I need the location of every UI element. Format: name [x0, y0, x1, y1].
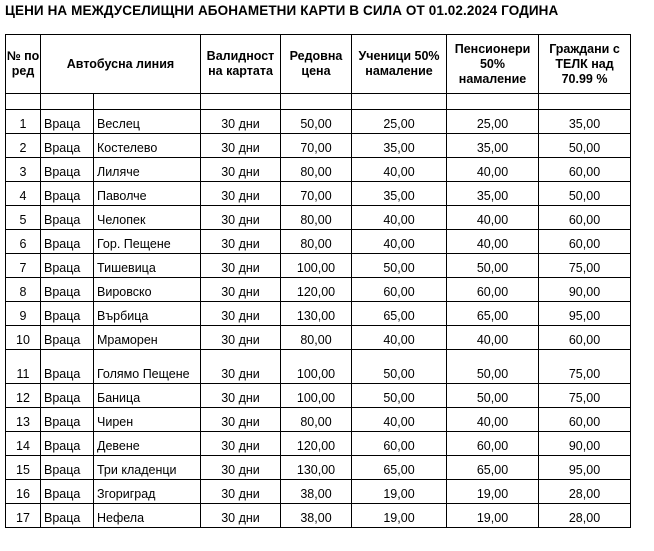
cell-validity: 30 дни — [201, 254, 281, 278]
cell-validity: 30 дни — [201, 182, 281, 206]
cell-students-price: 35,00 — [352, 134, 447, 158]
table-row — [6, 206, 631, 230]
cell-city: Враца — [41, 254, 94, 278]
cell-pensioners-price: 65,00 — [447, 302, 539, 326]
blank-cell — [352, 94, 447, 110]
cell-city: Враца — [41, 480, 94, 504]
cell-telk-price: 75,00 — [539, 350, 631, 384]
cell-pensioners-price: 40,00 — [447, 230, 539, 254]
header-students: Ученици 50% намаление — [352, 35, 447, 94]
cell-telk-price: 35,00 — [539, 110, 631, 134]
cell-bus-line: Нефела — [94, 504, 201, 528]
cell-bus-line: Паволче — [94, 182, 201, 206]
cell-validity: 30 дни — [201, 480, 281, 504]
cell-no: 11 — [6, 350, 41, 384]
cell-validity: 30 дни — [201, 278, 281, 302]
header-bus-line: Автобусна линия — [41, 35, 201, 94]
blank-cell — [201, 94, 281, 110]
cell-pensioners-price: 65,00 — [447, 456, 539, 480]
cell-students-price: 25,00 — [352, 110, 447, 134]
cell-pensioners-price: 19,00 — [447, 504, 539, 528]
cell-validity: 30 дни — [201, 230, 281, 254]
table-row — [6, 432, 631, 456]
cell-telk-price: 28,00 — [539, 504, 631, 528]
cell-bus-line: Върбица — [94, 302, 201, 326]
cell-pensioners-price: 19,00 — [447, 480, 539, 504]
cell-no: 16 — [6, 480, 41, 504]
cell-validity: 30 дни — [201, 384, 281, 408]
page-title: ЦЕНИ НА МЕЖДУСЕЛИЩНИ АБОНАМЕТНИ КАРТИ В СИЛА ОТ 01.02.2024 ГОДИНА — [5, 3, 559, 18]
cell-students-price: 19,00 — [352, 480, 447, 504]
cell-city: Враца — [41, 326, 94, 350]
cell-regular-price: 100,00 — [281, 384, 352, 408]
cell-no: 4 — [6, 182, 41, 206]
cell-pensioners-price: 50,00 — [447, 384, 539, 408]
cell-regular-price: 120,00 — [281, 432, 352, 456]
cell-no: 14 — [6, 432, 41, 456]
cell-city: Враца — [41, 206, 94, 230]
cell-bus-line: Чирен — [94, 408, 201, 432]
cell-students-price: 50,00 — [352, 384, 447, 408]
cell-telk-price: 95,00 — [539, 456, 631, 480]
table-row — [6, 254, 631, 278]
cell-pensioners-price: 25,00 — [447, 110, 539, 134]
cell-telk-price: 75,00 — [539, 384, 631, 408]
cell-no: 2 — [6, 134, 41, 158]
cell-students-price: 40,00 — [352, 230, 447, 254]
cell-no: 1 — [6, 110, 41, 134]
cell-no: 3 — [6, 158, 41, 182]
cell-pensioners-price: 40,00 — [447, 158, 539, 182]
cell-telk-price: 75,00 — [539, 254, 631, 278]
cell-bus-line: Веслец — [94, 110, 201, 134]
cell-pensioners-price: 35,00 — [447, 134, 539, 158]
table-row — [6, 384, 631, 408]
cell-bus-line: Згориград — [94, 480, 201, 504]
cell-students-price: 50,00 — [352, 254, 447, 278]
blank-cell — [6, 94, 41, 110]
cell-telk-price: 90,00 — [539, 432, 631, 456]
table-row — [6, 278, 631, 302]
cell-students-price: 40,00 — [352, 408, 447, 432]
cell-students-price: 65,00 — [352, 302, 447, 326]
blank-row — [6, 94, 631, 110]
cell-no: 6 — [6, 230, 41, 254]
table-row — [6, 134, 631, 158]
cell-pensioners-price: 50,00 — [447, 254, 539, 278]
cell-city: Враца — [41, 384, 94, 408]
blank-cell — [539, 94, 631, 110]
cell-city: Враца — [41, 302, 94, 326]
cell-no: 8 — [6, 278, 41, 302]
cell-regular-price: 70,00 — [281, 182, 352, 206]
cell-validity: 30 дни — [201, 408, 281, 432]
cell-bus-line: Гор. Пещене — [94, 230, 201, 254]
cell-regular-price: 38,00 — [281, 504, 352, 528]
cell-city: Враца — [41, 158, 94, 182]
cell-telk-price: 28,00 — [539, 480, 631, 504]
blank-cell — [281, 94, 352, 110]
cell-no: 7 — [6, 254, 41, 278]
blank-cell — [94, 94, 201, 110]
cell-students-price: 40,00 — [352, 326, 447, 350]
cell-city: Враца — [41, 456, 94, 480]
cell-no: 13 — [6, 408, 41, 432]
cell-city: Враца — [41, 230, 94, 254]
table-row — [6, 326, 631, 350]
header-no: № по ред — [6, 35, 41, 94]
cell-validity: 30 дни — [201, 134, 281, 158]
cell-no: 12 — [6, 384, 41, 408]
cell-pensioners-price: 50,00 — [447, 350, 539, 384]
table-row — [6, 182, 631, 206]
cell-validity: 30 дни — [201, 456, 281, 480]
cell-validity: 30 дни — [201, 302, 281, 326]
cell-pensioners-price: 40,00 — [447, 206, 539, 230]
table-row — [6, 350, 631, 384]
cell-no: 15 — [6, 456, 41, 480]
cell-bus-line: Костелево — [94, 134, 201, 158]
cell-pensioners-price: 40,00 — [447, 408, 539, 432]
table-row — [6, 408, 631, 432]
cell-validity: 30 дни — [201, 110, 281, 134]
cell-telk-price: 50,00 — [539, 134, 631, 158]
cell-city: Враца — [41, 504, 94, 528]
cell-students-price: 19,00 — [352, 504, 447, 528]
cell-bus-line: Мраморен — [94, 326, 201, 350]
table-row — [6, 110, 631, 134]
cell-no: 17 — [6, 504, 41, 528]
cell-students-price: 40,00 — [352, 206, 447, 230]
cell-pensioners-price: 60,00 — [447, 432, 539, 456]
cell-telk-price: 50,00 — [539, 182, 631, 206]
header-telk: Граждани с ТЕЛК над 70.99 % — [539, 35, 631, 94]
cell-pensioners-price: 60,00 — [447, 278, 539, 302]
cell-telk-price: 60,00 — [539, 408, 631, 432]
cell-students-price: 65,00 — [352, 456, 447, 480]
table-row — [6, 302, 631, 326]
cell-telk-price: 60,00 — [539, 230, 631, 254]
header-regular-price: Редовна цена — [281, 35, 352, 94]
cell-regular-price: 70,00 — [281, 134, 352, 158]
header-row — [6, 35, 631, 94]
cell-validity: 30 дни — [201, 326, 281, 350]
cell-no: 9 — [6, 302, 41, 326]
cell-telk-price: 60,00 — [539, 158, 631, 182]
cell-regular-price: 100,00 — [281, 350, 352, 384]
cell-regular-price: 80,00 — [281, 206, 352, 230]
cell-regular-price: 80,00 — [281, 158, 352, 182]
cell-students-price: 50,00 — [352, 350, 447, 384]
cell-bus-line: Челопек — [94, 206, 201, 230]
cell-bus-line: Лиляче — [94, 158, 201, 182]
cell-bus-line: Вировско — [94, 278, 201, 302]
cell-bus-line: Тишевица — [94, 254, 201, 278]
blank-cell — [41, 94, 94, 110]
cell-telk-price: 60,00 — [539, 326, 631, 350]
cell-telk-price: 60,00 — [539, 206, 631, 230]
cell-regular-price: 100,00 — [281, 254, 352, 278]
cell-regular-price: 80,00 — [281, 230, 352, 254]
cell-regular-price: 80,00 — [281, 408, 352, 432]
cell-bus-line: Голямо Пещене — [94, 350, 201, 384]
cell-bus-line: Девене — [94, 432, 201, 456]
cell-bus-line: Баница — [94, 384, 201, 408]
cell-city: Враца — [41, 350, 94, 384]
header-pensioners: Пенсионери 50% намаление — [447, 35, 539, 94]
cell-regular-price: 38,00 — [281, 480, 352, 504]
cell-pensioners-price: 40,00 — [447, 326, 539, 350]
cell-telk-price: 95,00 — [539, 302, 631, 326]
table-row — [6, 158, 631, 182]
cell-regular-price: 120,00 — [281, 278, 352, 302]
cell-telk-price: 90,00 — [539, 278, 631, 302]
table-row — [6, 504, 631, 528]
cell-city: Враца — [41, 182, 94, 206]
table-body — [6, 110, 631, 528]
cell-validity: 30 дни — [201, 206, 281, 230]
cell-validity: 30 дни — [201, 432, 281, 456]
table-row — [6, 480, 631, 504]
cell-validity: 30 дни — [201, 504, 281, 528]
cell-no: 10 — [6, 326, 41, 350]
cell-students-price: 40,00 — [352, 158, 447, 182]
header-validity: Валидност на картата — [201, 35, 281, 94]
cell-regular-price: 130,00 — [281, 456, 352, 480]
table-row — [6, 230, 631, 254]
cell-regular-price: 50,00 — [281, 110, 352, 134]
cell-students-price: 35,00 — [352, 182, 447, 206]
cell-pensioners-price: 35,00 — [447, 182, 539, 206]
cell-city: Враца — [41, 278, 94, 302]
price-table — [5, 34, 631, 528]
cell-regular-price: 130,00 — [281, 302, 352, 326]
cell-students-price: 60,00 — [352, 432, 447, 456]
cell-bus-line: Три кладенци — [94, 456, 201, 480]
cell-city: Враца — [41, 408, 94, 432]
cell-no: 5 — [6, 206, 41, 230]
cell-city: Враца — [41, 110, 94, 134]
table-row — [6, 456, 631, 480]
cell-validity: 30 дни — [201, 158, 281, 182]
cell-city: Враца — [41, 134, 94, 158]
blank-cell — [447, 94, 539, 110]
cell-regular-price: 80,00 — [281, 326, 352, 350]
cell-validity: 30 дни — [201, 350, 281, 384]
cell-students-price: 60,00 — [352, 278, 447, 302]
cell-city: Враца — [41, 432, 94, 456]
